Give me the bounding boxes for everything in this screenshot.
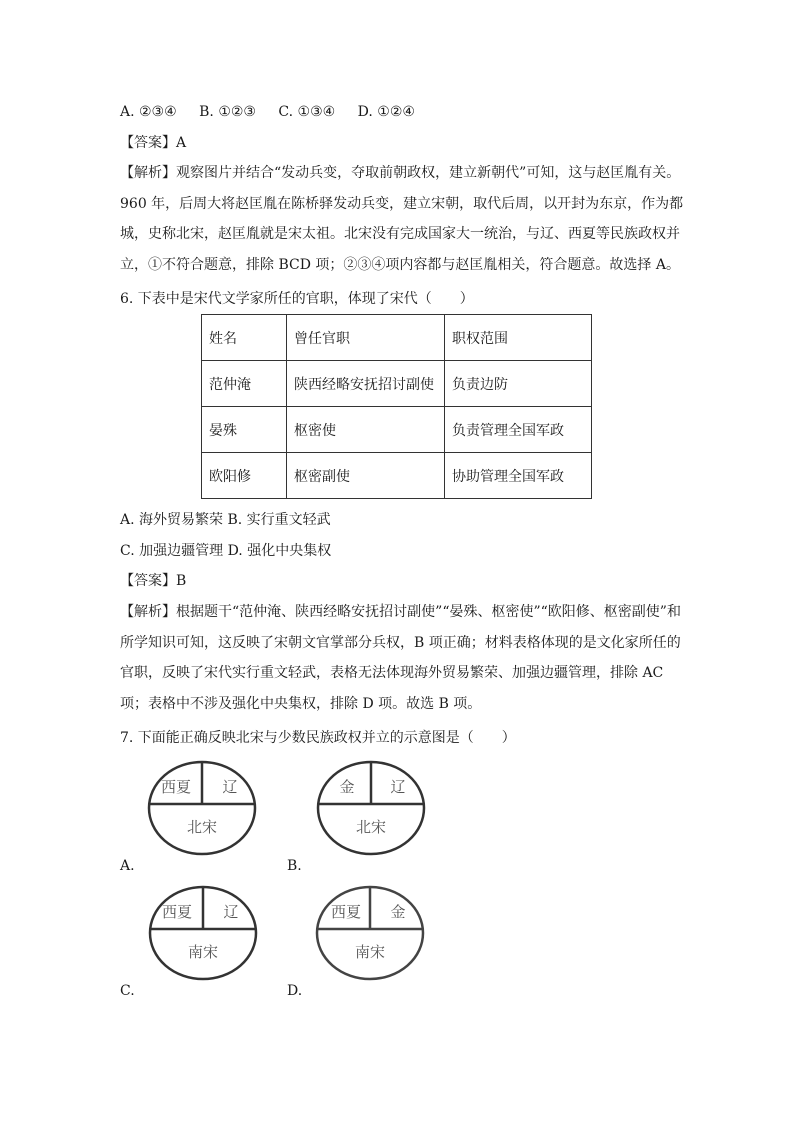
q5-option-b: B. ①②③: [199, 104, 256, 120]
region-label: 辽: [222, 778, 238, 796]
region-label: 南宋: [354, 943, 386, 961]
q6-options-line-1: A. 海外贸易繁荣 B. 实行重文轻武: [120, 512, 331, 528]
region-label: 金: [339, 778, 355, 796]
diagram-option-c-label: C.: [120, 983, 135, 999]
q5-option-a: A. ②③④: [120, 104, 177, 120]
table-cell: 范仲淹: [202, 361, 287, 407]
table-header-cell: 职权范围: [445, 315, 592, 361]
table-row: [202, 407, 592, 453]
q6-analysis: 【解析】根据题干“范仲淹、陕西经略安抚招讨副使”“晏殊、枢密使”“欧阳修、枢密副使”和所学知识可知，这反映了宋朝文官掌部分兵权，B 项正确；材料表格体现的是文化家所任的官职，反映了宋代实行重文轻武，表格无法体现海外贸易繁荣、加强边疆管理，排除 AC 项；表格中不涉及强化中央集权，排除 D 项。故选 B 项。: [120, 604, 681, 712]
table-row: [202, 361, 592, 407]
table-cell: 枢密使: [287, 407, 445, 453]
region-label: 西夏: [161, 903, 193, 921]
region-label: 西夏: [330, 903, 362, 921]
q5-analysis: 【解析】观察图片并结合“发动兵变，夺取前朝政权，建立新朝代”可知，这与赵匡胤有关。960 年，后周大将赵匡胤在陈桥驿发动兵变，建立宋朝，取代后周，以开封为东京，作为都城，史称北宋，赵匡胤就是宋太祖。北宋没有完成国家大一统治，与辽、西夏等民族政权并立，①不符合题意，排除 BCD 项；②③④项内容都与赵匡胤相关，符合题意。故选择 A。: [120, 165, 684, 273]
table-cell: 欧阳修: [202, 453, 287, 499]
region-label: 南宋: [187, 943, 219, 961]
q5-answer: 【答案】A: [120, 135, 187, 151]
diagram-option-b-label: B.: [287, 858, 302, 874]
diagram-option-c: [147, 884, 259, 982]
q5-option-d: D. ①②④: [357, 104, 415, 120]
table-cell: 陕西经略安抚招讨副使: [287, 361, 445, 407]
table-cell: 协助管理全国军政: [445, 453, 592, 499]
q6-answer: 【答案】B: [120, 573, 187, 589]
region-label: 辽: [223, 903, 239, 921]
table-cell: 晏殊: [202, 407, 287, 453]
q5-option-c: C. ①③④: [278, 104, 336, 120]
q7-stem: 7. 下面能正确反映北宋与少数民族政权并立的示意图是（ ）: [120, 730, 516, 746]
diagram-option-b: [315, 759, 427, 857]
diagram-option-a: [146, 759, 258, 857]
table-row: [202, 453, 592, 499]
region-label: 金: [390, 903, 406, 921]
table-cell: 负责管理全国军政: [445, 407, 592, 453]
region-label: 北宋: [186, 818, 218, 836]
q6-stem: 6. 下表中是宋代文学家所任的官职，体现了宋代（ ）: [120, 291, 474, 307]
table-header-row: [202, 315, 592, 361]
diagram-option-d-label: D.: [287, 983, 303, 999]
table-header-cell: 曾任官职: [287, 315, 445, 361]
table-cell: 枢密副使: [287, 453, 445, 499]
table-header-cell: 姓名: [202, 315, 287, 361]
diagram-option-d: [314, 884, 426, 982]
table-cell: 负责边防: [445, 361, 592, 407]
officials-table: [201, 314, 592, 499]
region-label: 辽: [390, 778, 406, 796]
q5-options: [120, 102, 415, 122]
region-label: 西夏: [160, 778, 192, 796]
region-label: 北宋: [355, 818, 387, 836]
diagram-option-a-label: A.: [120, 858, 135, 874]
q6-options-line-2: C. 加强边疆管理 D. 强化中央集权: [120, 543, 332, 559]
